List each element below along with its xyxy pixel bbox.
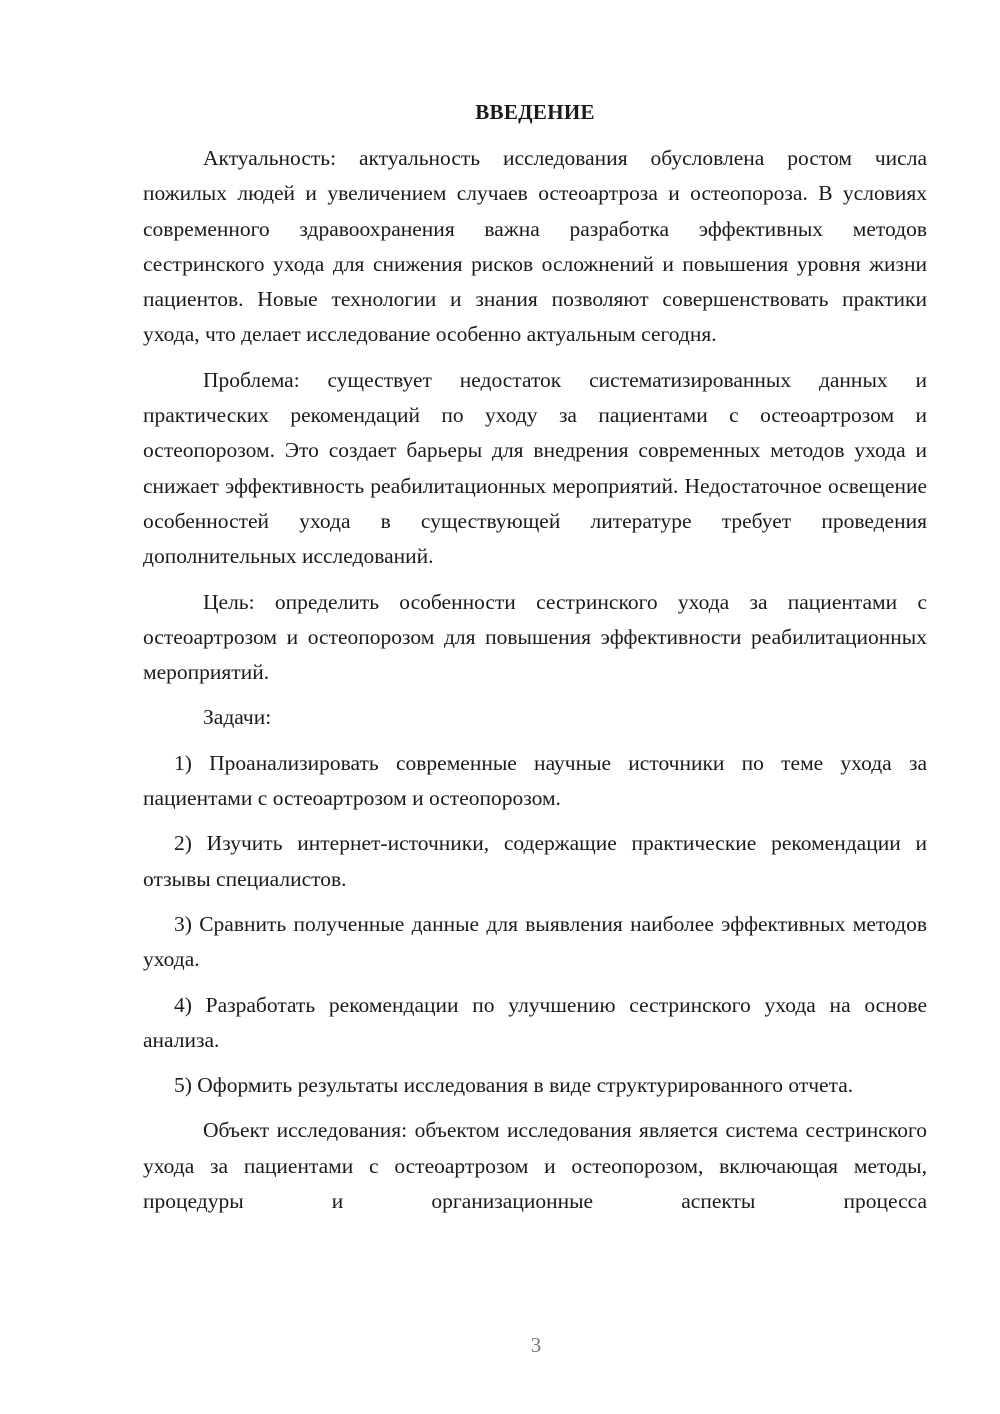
task-item-1: 1) Проанализировать современные научные источники по теме ухода за пациентами с остеоартрозом и остеопорозом. xyxy=(143,750,927,811)
object-paragraph: Объект исследования: объектом исследования является система сестринского ухода за пациентами с остеоартрозом и остеопорозом, включающая методы, процедуры и организационные аспекты процесса xyxy=(143,1118,927,1214)
problem-paragraph: Проблема: существует недостаток систематизированных данных и практических рекомендаций по уходу за пациентами с остеоартрозом и остеопорозом. Это создает барьеры для внедрения современных методов ухода и снижает эффективность реабилитационных мероприятий. Недостаточное освещение особенностей ухода в существующей литературе требует проведения дополнительных исследований. xyxy=(143,367,927,569)
task-item-5: 5) Оформить результаты исследования в виде структурированного отчета. xyxy=(174,1073,854,1098)
page-title: ВВЕДЕНИЕ xyxy=(475,100,595,124)
task-item-3: 3) Сравнить полученные данные для выявления наиболее эффективных методов ухода. xyxy=(143,911,927,972)
task-item-4: 4) Разработать рекомендации по улучшению сестринского ухода на основе анализа. xyxy=(143,992,927,1052)
page-content xyxy=(143,97,927,1219)
relevance-paragraph: Актуальность: актуальность исследования обусловлена ростом числа пожилых людей и увеличением случаев остеоартроза и остеопороза. В условиях современного здравоохранения важна разработка эффективных методов сестринского ухода для снижения рисков осложнений и повышения уровня жизни пациентов. Новые технологии и знания позволяют совершенствовать практики ухода, что делает исследование особенно актуальным сегодня. xyxy=(143,146,927,347)
goal-paragraph: Цель: определить особенности сестринского ухода за пациентами с остеоартрозом и остеопорозом для повышения эффективности реабилитационных мероприятий. xyxy=(143,589,927,685)
page-number: 3 xyxy=(530,1333,542,1357)
tasks-heading: Задачи: xyxy=(203,705,272,730)
task-item-2: 2) Изучить интернет-источники, содержащие практические рекомендации и отзывы специалистов. xyxy=(143,831,927,891)
